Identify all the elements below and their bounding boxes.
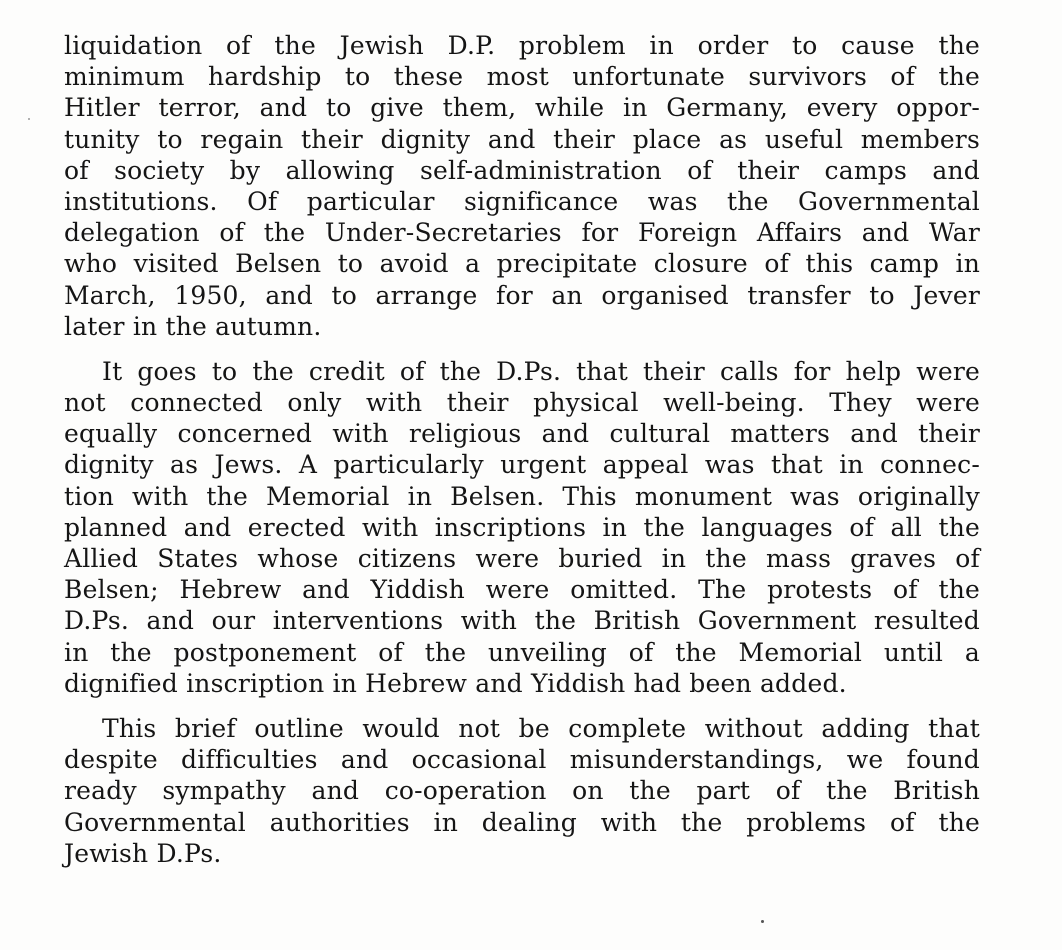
body-text (64, 30, 980, 869)
text-line: of society by allowing self-administration of their camps and (64, 155, 980, 185)
text-line: equally concerned with religious and cultural matters and their (64, 419, 980, 449)
text-line: Jewish D.Ps. (64, 838, 222, 868)
text-line: This brief outline would not be complete without adding that (102, 713, 980, 743)
text-line: later in the autumn. (64, 311, 322, 341)
text-line: minimum hardship to these most unfortunate survivors of the (64, 62, 980, 92)
paragraph-2 (64, 356, 980, 699)
text-line: planned and erected with inscriptions in the languages of all the (64, 512, 980, 542)
text-line: liquidation of the Jewish D.P. problem in order to cause the (64, 31, 980, 60)
text-line: institutions. Of particular significance was the Governmental (64, 186, 980, 216)
paragraph-spacer (64, 699, 980, 713)
text-line: in the postponement of the unveiling of the Memorial until a (64, 637, 980, 667)
text-line: March, 1950, and to arrange for an organised transfer to Jever (64, 280, 980, 310)
text-line: Hitler terror, and to give them, while in Germany, every oppor- (64, 93, 980, 123)
text-line: Governmental authorities in dealing with the problems of the (64, 807, 980, 837)
text-line: delegation of the Under-Secretaries for Foreign Affairs and War (64, 218, 980, 248)
text-line: ready sympathy and co-operation on the part of the British (64, 776, 980, 806)
text-line: tion with the Memorial in Belsen. This monument was originally (64, 481, 980, 511)
text-line: Allied States whose citizens were buried in the mass graves of (64, 544, 980, 573)
print-speck (28, 118, 30, 120)
text-line: not connected only with their physical well-being. They were (64, 388, 980, 418)
print-speck (761, 920, 764, 923)
text-line: dignity as Jews. A particularly urgent appeal was that in connec- (64, 450, 980, 480)
text-line: It goes to the credit of the D.Ps. that their calls for help were (102, 356, 980, 386)
paragraph-3 (64, 713, 980, 869)
text-line: D.Ps. and our interventions with the British Government resulted (64, 606, 980, 636)
text-line: despite difficulties and occasional misunderstandings, we found (64, 745, 980, 775)
text-line: who visited Belsen to avoid a precipitate closure of this camp in (64, 249, 980, 279)
paragraph-1 (64, 30, 980, 342)
text-line: tunity to regain their dignity and their place as useful members (64, 124, 980, 154)
text-line: Belsen; Hebrew and Yiddish were omitted. The protests of the (64, 575, 980, 605)
text-line: dignified inscription in Hebrew and Yiddish had been added. (64, 668, 847, 698)
paragraph-spacer (64, 342, 980, 356)
